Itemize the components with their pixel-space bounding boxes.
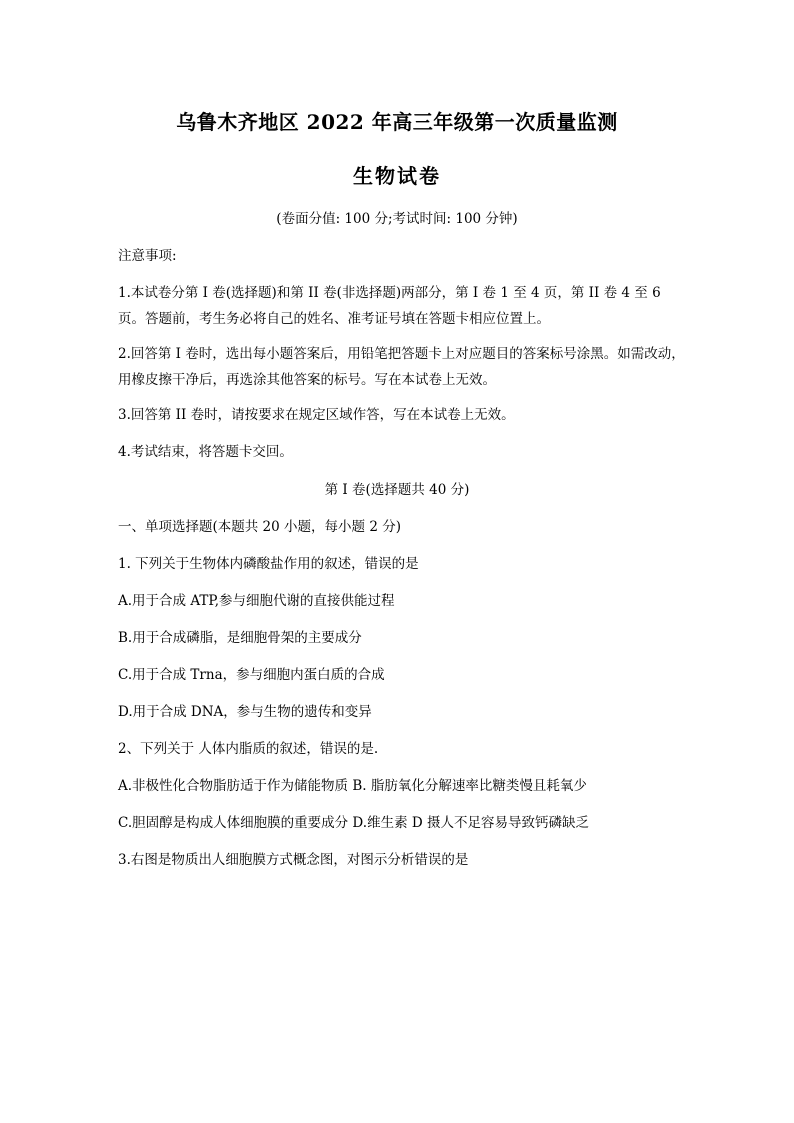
section-title: 第 I 卷(选择题共 40 分) [324, 482, 470, 498]
section-part: 一、单项选择题(本题共 20 小题，每小题 2 分) [118, 519, 401, 535]
question-1-option-c: C.用于合成 Trna，参与细胞内蛋白质的合成 [118, 667, 385, 683]
question-2-options-cd: C.胆固醇是构成人体细胞膜的重要成分 D.维生素 D 摄人不足容易导致钙磷缺乏 [118, 815, 589, 831]
question-3-stem: 3.右图是物质出人细胞膜方式概念图，对图示分析错误的是 [118, 852, 469, 868]
question-1-option-d: D.用于合成 DNA，参与生物的遗传和变异 [118, 704, 372, 720]
question-1-stem: 1. 下列关于生物体内磷酸盐作用的叙述，错误的是 [118, 556, 419, 572]
note-item-4: 4.考试结束，将答题卡交回。 [118, 444, 293, 460]
question-1-option-b: B.用于合成磷脂，是细胞骨架的主要成分 [118, 630, 362, 646]
question-2-stem: 2、下列关于 人体内脂质的叙述，错误的是. [118, 741, 379, 757]
note-item-2: 2.回答第 I 卷时，选出每小题答案后，用铅笔把答题卡上对应题目的答案标号涂黑。如需改动，用橡皮擦干净后，再选涂其他答案的标号。写在本试卷上无效。 [118, 346, 685, 388]
note-item-1: 1.本试卷分第 I 卷(选择题)和第 II 卷(非选择题)两部分，第 I 卷 1 至 4 页，第 II 卷 4 至 6 页。答题前，考生务必将自己的姓名、准考证号填在答题卡相应位置上。 [118, 285, 661, 327]
question-1-option-a: A.用于合成 ATP,参与细胞代谢的直接供能过程 [118, 593, 395, 609]
exam-info: (卷面分值: 100 分;考试时间: 100 分钟) [276, 211, 518, 227]
notes-heading: 注意事项: [118, 248, 177, 264]
page-subtitle: 生物试卷 [353, 164, 441, 188]
page-title: 乌鲁木齐地区 2022 年高三年级第一次质量监测 [176, 110, 618, 134]
note-item-3: 3.回答第 II 卷时，请按要求在规定区域作答，写在本试卷上无效。 [118, 407, 515, 423]
question-2-options-ab: A.非极性化合物脂肪适于作为储能物质 B. 脂肪氧化分解速率比糖类慢且耗氧少 [118, 778, 587, 794]
